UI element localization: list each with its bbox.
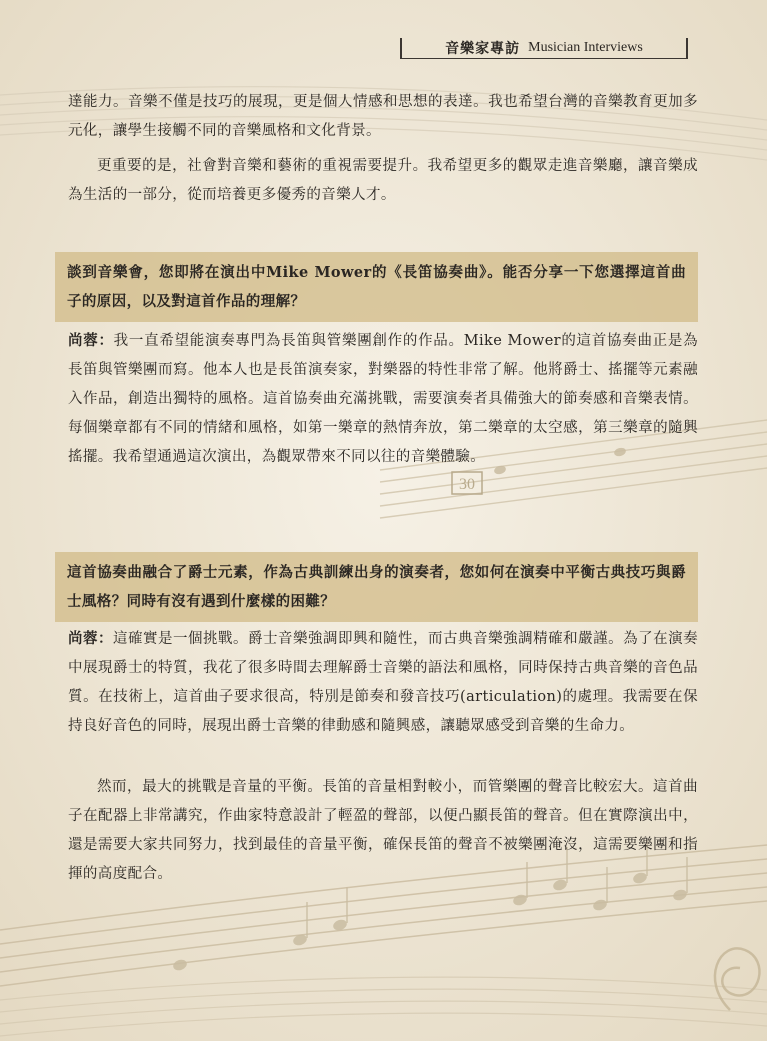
interview-answer-1 <box>68 326 698 472</box>
answer-speaker-label: 尚蓉： <box>68 332 114 349</box>
paragraph-continued: 達能力。音樂不僅是技巧的展現，更是個人情感和思想的表達。我也希望台灣的音樂教育更加多元化，讓學生接觸不同的音樂風格和文化背景。 <box>68 94 698 139</box>
interview-question-2: 這首協奏曲融合了爵士元素，作為古典訓練出身的演奏者，您如何在演奏中平衡古典技巧與爵士風格？同時有沒有遇到什麼樣的困難？ <box>55 552 698 622</box>
answer-text: 這確實是一個挑戰。爵士音樂強調即興和隨性，而古典音樂強調精確和嚴謹。為了在演奏中展現爵士的特質，我花了很多時間去理解爵士音樂的語法和風格，同時保持古典音樂的音色品質。在技術上，這首曲子要求很高，特別是節奏和發音技巧(articulation)的處理。我需要在保持良好音色的同時，展現出爵士音樂的律動感和隨興感，讓聽眾感受到音樂的生命力。 <box>68 631 698 734</box>
header-title-zh: 音樂家專訪 <box>445 41 521 57</box>
interview-answer-2 <box>68 624 698 741</box>
header-title-en: Musician Interviews <box>528 40 643 55</box>
interview-question-1: 談到音樂會，您即將在演出中Mike Mower的《長笛協奏曲》。能否分享一下您選擇這首曲子的原因，以及對這首作品的理解？ <box>55 252 698 322</box>
answer-speaker-label: 尚蓉： <box>68 630 114 647</box>
paragraph: 然而，最大的挑戰是音量的平衡。長笛的音量相對較小，而管樂團的聲音比較宏大。這首曲子在配器上非常講究，作曲家特意設計了輕盈的聲部，以便凸顯長笛的聲音。但在實際演出中，還是需要大家共同努力，找到最佳的音量平衡，確保長笛的聲音不被樂團淹沒，這需要樂團和指揮的高度配合。 <box>68 779 698 882</box>
section-header <box>400 38 688 59</box>
paragraph: 更重要的是，社會對音樂和藝術的重視需要提升。我希望更多的觀眾走進音樂廳，讓音樂成為生活的一部分，從而培養更多優秀的音樂人才。 <box>68 158 698 203</box>
bar-number-box <box>450 470 486 498</box>
bar-number-text: 30 <box>459 476 475 493</box>
answer-text: 我一直希望能演奏專門為長笛與管樂團創作的作品。Mike Mower的這首協奏曲正是為長笛與管樂團而寫。他本人也是長笛演奏家，對樂器的特性非常了解。他將爵士、搖擺等元素融入作品，創造出獨特的風格。這首協奏曲充滿挑戰，需要演奏者具備強大的節奏感和音樂表情。每個樂章都有不同的情緒和風格，如第一樂章的熱情奔放，第二樂章的太空感，第三樂章的隨興搖擺。我希望通過這次演出，為觀眾帶來不同以往的音樂體驗。 <box>68 333 699 465</box>
